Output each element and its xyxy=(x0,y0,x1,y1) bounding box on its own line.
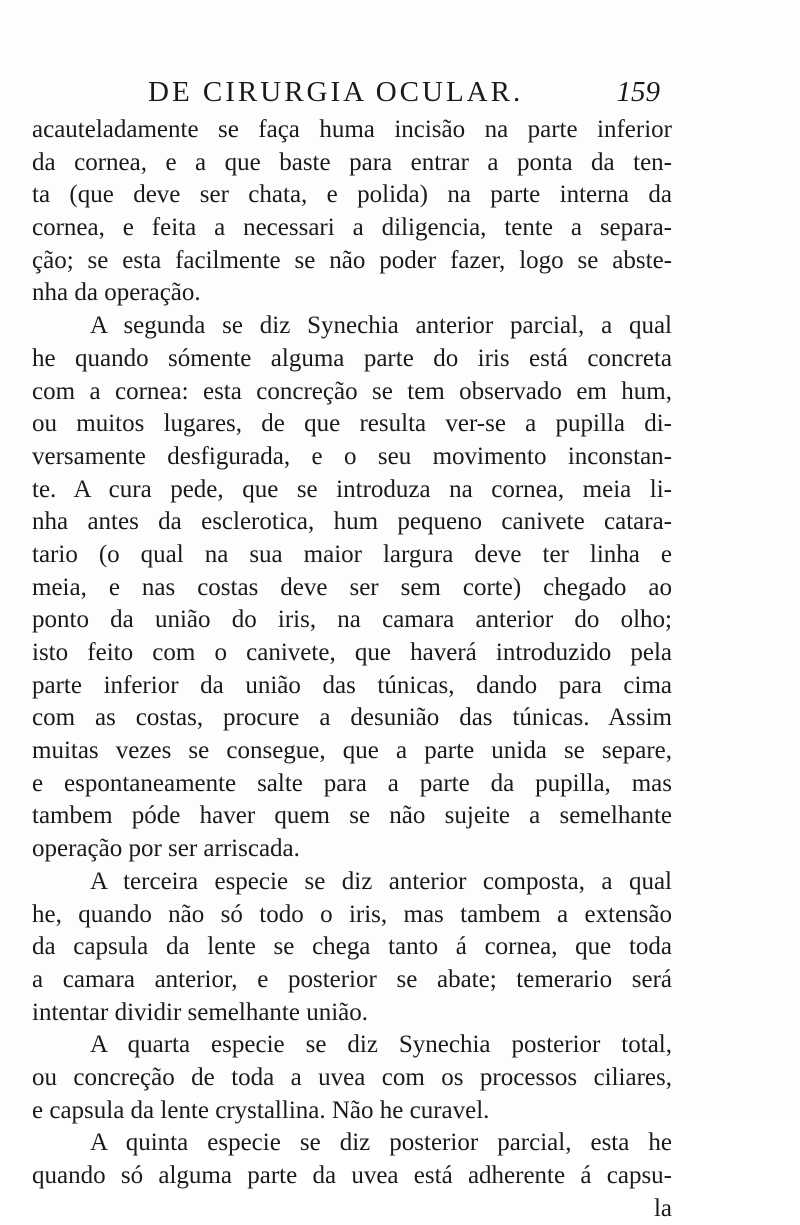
text-line: intentar dividir semelhante união. xyxy=(32,998,369,1026)
text-line: nha antes da esclerotica, hum pequeno canivete catara- xyxy=(32,508,672,536)
body-text xyxy=(32,114,672,1225)
text-line: he quando sómente alguma parte do iris está concreta xyxy=(32,344,672,372)
text-line: A terceira especie se diz anterior composta, a qual xyxy=(90,867,672,895)
text-line: nha da operação. xyxy=(32,279,201,307)
text-line: parte inferior da união das túnicas, dando para cima xyxy=(32,671,672,699)
running-head: DE CIRURGIA OCULAR. xyxy=(148,76,524,108)
text-line: ponto da união do iris, na camara anterior do olho; xyxy=(32,606,672,634)
page-number: 159 xyxy=(616,76,660,108)
text-line: isto feito com o canivete, que haverá introduzido pela xyxy=(32,639,672,666)
text-line: ou muitos lugares, de que resulta ver-se a pupilla di- xyxy=(32,410,672,438)
text-line: e capsula da lente crystallina. Não he curavel. xyxy=(32,1096,490,1124)
text-line: da cornea, e a que baste para entrar a ponta da ten- xyxy=(32,148,672,176)
page-header xyxy=(148,70,660,110)
text-line: he, quando não só todo o iris, mas tambem a extensão xyxy=(32,900,672,928)
text-line: versamente desfigurada, e o seu movimento inconstan- xyxy=(32,442,672,470)
text-line: com as costas, procure a desunião das túnicas. Assim xyxy=(32,704,672,732)
text-line: A segunda se diz Synechia anterior parcial, a qual xyxy=(90,312,672,340)
text-line: quando só alguma parte da uvea está adherente á capsu- xyxy=(32,1162,672,1189)
text-line: a camara anterior, e posterior se abate; temerario será xyxy=(32,965,672,993)
text-line: ta (que deve ser chata, e polida) na parte interna da xyxy=(32,181,672,209)
text-line: acauteladamente se faça huma incisão na parte inferior xyxy=(32,116,672,143)
text-line: A quinta especie se diz posterior parcial, esta he xyxy=(90,1129,672,1157)
text-line: ção; se esta facilmente se não poder fazer, logo se abste- xyxy=(32,246,672,274)
text-line: A quarta especie se diz Synechia posterior total, xyxy=(90,1031,672,1059)
text-line: da capsula da lente se chega tanto á cornea, que toda xyxy=(32,933,672,961)
text-line: tambem póde haver quem se não sujeite a semelhante xyxy=(32,802,672,830)
text-line: la xyxy=(653,1194,672,1222)
text-line: tario (o qual na sua maior largura deve ter linha e xyxy=(32,540,672,568)
text-line: com a cornea: esta concreção se tem observado em hum, xyxy=(32,377,672,405)
text-line: ou concreção de toda a uvea com os processos ciliares, xyxy=(32,1063,672,1091)
text-line: te. A cura pede, que se introduza na cornea, meia li- xyxy=(32,475,672,503)
text-line: cornea, e feita a necessari a diligencia, tente a separa- xyxy=(32,214,672,242)
text-line: muitas vezes se consegue, que a parte unida se separe, xyxy=(32,737,672,765)
text-line: e espontaneamente salte para a parte da pupilla, mas xyxy=(32,769,672,797)
text-line: meia, e nas costas deve ser sem corte) chegado ao xyxy=(32,573,672,601)
text-line: operação por ser arriscada. xyxy=(32,835,300,863)
